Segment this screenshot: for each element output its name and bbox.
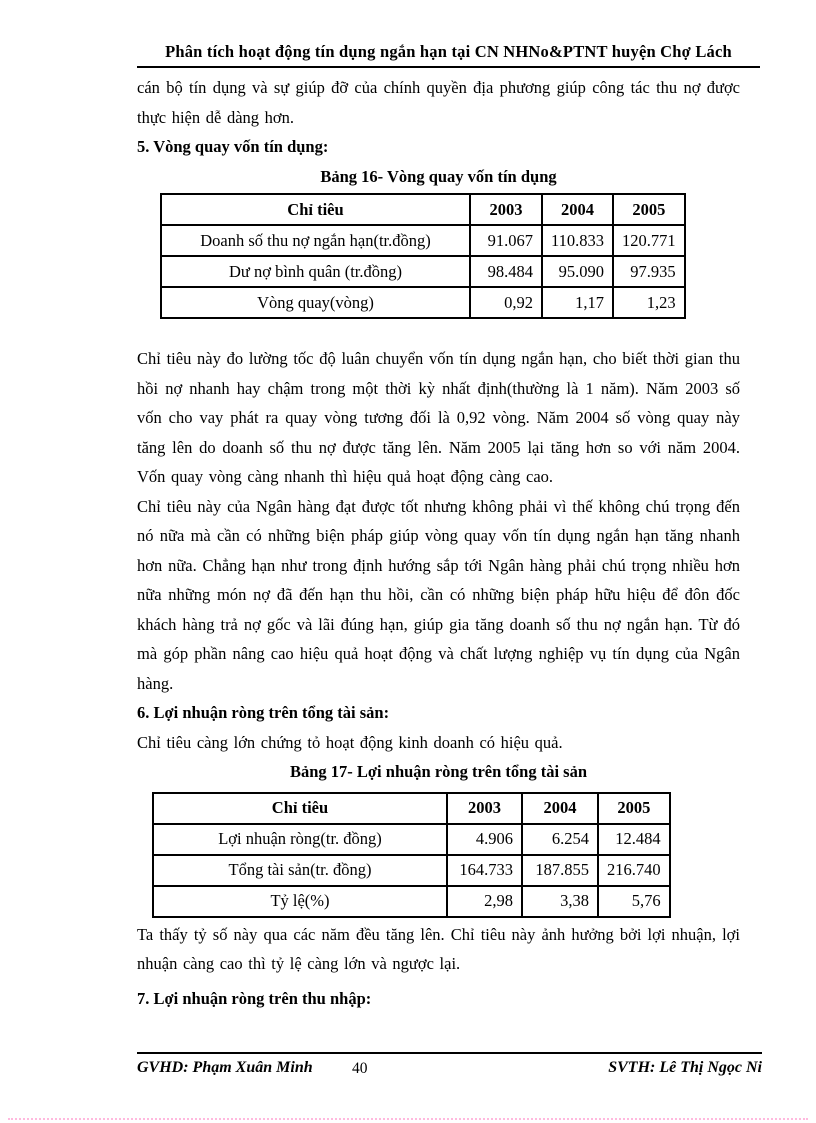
table17-row3-2005: 5,76 (598, 886, 670, 917)
table16-row3-2004: 1,17 (542, 287, 613, 318)
table16-row2-2005: 97.935 (613, 256, 685, 287)
table16-header-criteria: Chỉ tiêu (161, 194, 470, 225)
table17-header-2003: 2003 (447, 793, 522, 824)
table16-row3-2003: 0,92 (470, 287, 542, 318)
table17-row1-2005: 12.484 (598, 824, 670, 855)
table-header-row (161, 194, 685, 225)
table16-caption: Bảng 16- Vòng quay vốn tín dụng (320, 166, 557, 186)
page-footer (137, 1052, 762, 1085)
table17-row3-2004: 3,38 (522, 886, 598, 917)
table16-header-2003: 2003 (470, 194, 542, 225)
table17-caption: Bảng 17- Lợi nhuận ròng trên tổng tài sản (289, 762, 588, 781)
table-row (161, 225, 685, 256)
table17-row1-label: Lợi nhuận ròng(tr. đồng) (153, 824, 447, 855)
bottom-dotted-divider (8, 1118, 808, 1120)
table17-row2-2003: 164.733 (447, 855, 522, 886)
section-heading-6: 6. Lợi nhuận ròng trên tổng tài sản: (137, 703, 390, 722)
table16-row1-2005: 120.771 (613, 225, 685, 256)
table16-row3-2005: 1,23 (613, 287, 685, 318)
paragraph-roa-analysis: Ta thấy tỷ số này qua các năm đều tăng lên. Chỉ tiêu này ảnh hưởng bởi lợi nhuận, lợi nhuận càng cao thì tỷ lệ càng lớn và ngược lại. (137, 924, 740, 973)
footer-student: SVTH: Lê Thị Ngọc Ni (608, 1059, 762, 1076)
paragraph-turnover-analysis-1: Chỉ tiêu này đo lường tốc độ luân chuyển vốn tín dụng ngắn hạn, cho biết thời gian thu hồi nợ nhanh hay chậm trong một thời kỳ nhất định(thường là 1 năm). Năm 2003 số vốn cho vay phát ra quay vòng tương đối là 0,92 vòng. Năm 2004 số vòng quay này tăng lên do doanh số thu nợ được tăng lên. Năm 2005 lại tăng hơn so với năm 2004. Vốn quay vòng càng nhanh thì hiệu quả hoạt động càng cao. (137, 349, 740, 486)
table17-row3-2003: 2,98 (447, 886, 522, 917)
table17-row2-2005: 216.740 (598, 855, 670, 886)
section-heading-5: 5. Vòng quay vốn tín dụng: (137, 137, 329, 156)
table16-row2-label: Dư nợ bình quân (tr.đồng) (161, 256, 470, 287)
section-heading-7: 7. Lợi nhuận ròng trên thu nhập: (137, 988, 372, 1008)
table16-row3-label: Vòng quay(vòng) (161, 287, 470, 318)
table-17-return-on-assets (152, 792, 671, 918)
table16-row2-2004: 95.090 (542, 256, 613, 287)
paragraph-turnover-analysis-2: Chỉ tiêu này của Ngân hàng đạt được tốt nhưng không phải vì thế không chú trọng đến nó nữa mà cần có những biện pháp giúp vòng quay vốn tín dụng ngắn hạn tăng nhanh hơn nữa. Chẳng hạn như trong định hướng sắp tới Ngân hàng phải chú trọng nhiều hơn nữa những món nợ đã đến hạn thu hồi, cần có những biện pháp hữu hiệu để đôn đốc khách hàng trả nợ gốc và lãi đúng hạn, giúp gia tăng doanh số thu nợ ngắn hạn. Từ đó mà góp phần nâng cao hiệu quả hoạt động và chất lượng nghiệp vụ tín dụng của Ngân hàng. (137, 496, 740, 693)
table-row (153, 855, 670, 886)
table-row (153, 824, 670, 855)
footer-advisor: GVHD: Phạm Xuân Minh (137, 1059, 313, 1076)
table-16-credit-turnover (160, 193, 686, 319)
running-header-title: Phân tích hoạt động tín dụng ngắn hạn tại CN NHNo&PTNT huyện Chợ Lách (137, 0, 760, 68)
table16-header-2004: 2004 (542, 194, 613, 225)
table17-row3-label: Tỷ lệ(%) (153, 886, 447, 917)
table17-row2-2004: 187.855 (522, 855, 598, 886)
paragraph-intro: cán bộ tín dụng và sự giúp đỡ của chính quyền địa phương giúp công tác thu nợ được thực hiện dễ dàng hơn. (137, 78, 740, 127)
table17-header-2005: 2005 (598, 793, 670, 824)
table16-header-2005: 2005 (613, 194, 685, 225)
paragraph-roa-intro: Chỉ tiêu càng lớn chứng tỏ hoạt động kinh doanh có hiệu quả. (137, 732, 563, 752)
table17-row1-2004: 6.254 (522, 824, 598, 855)
table16-row1-2003: 91.067 (470, 225, 542, 256)
table17-row1-2003: 4.906 (447, 824, 522, 855)
table17-row2-label: Tổng tài sản(tr. đồng) (153, 855, 447, 886)
table16-row2-2003: 98.484 (470, 256, 542, 287)
content-column (137, 0, 760, 1013)
table-row (161, 287, 685, 318)
table-row (153, 886, 670, 917)
table17-header-2004: 2004 (522, 793, 598, 824)
table17-header-criteria: Chỉ tiêu (153, 793, 447, 824)
table16-row1-label: Doanh số thu nợ ngắn hạn(tr.đồng) (161, 225, 470, 256)
table-row (161, 256, 685, 287)
table16-row1-2004: 110.833 (542, 225, 613, 256)
page-number: 40 (352, 1060, 368, 1077)
table-header-row (153, 793, 670, 824)
